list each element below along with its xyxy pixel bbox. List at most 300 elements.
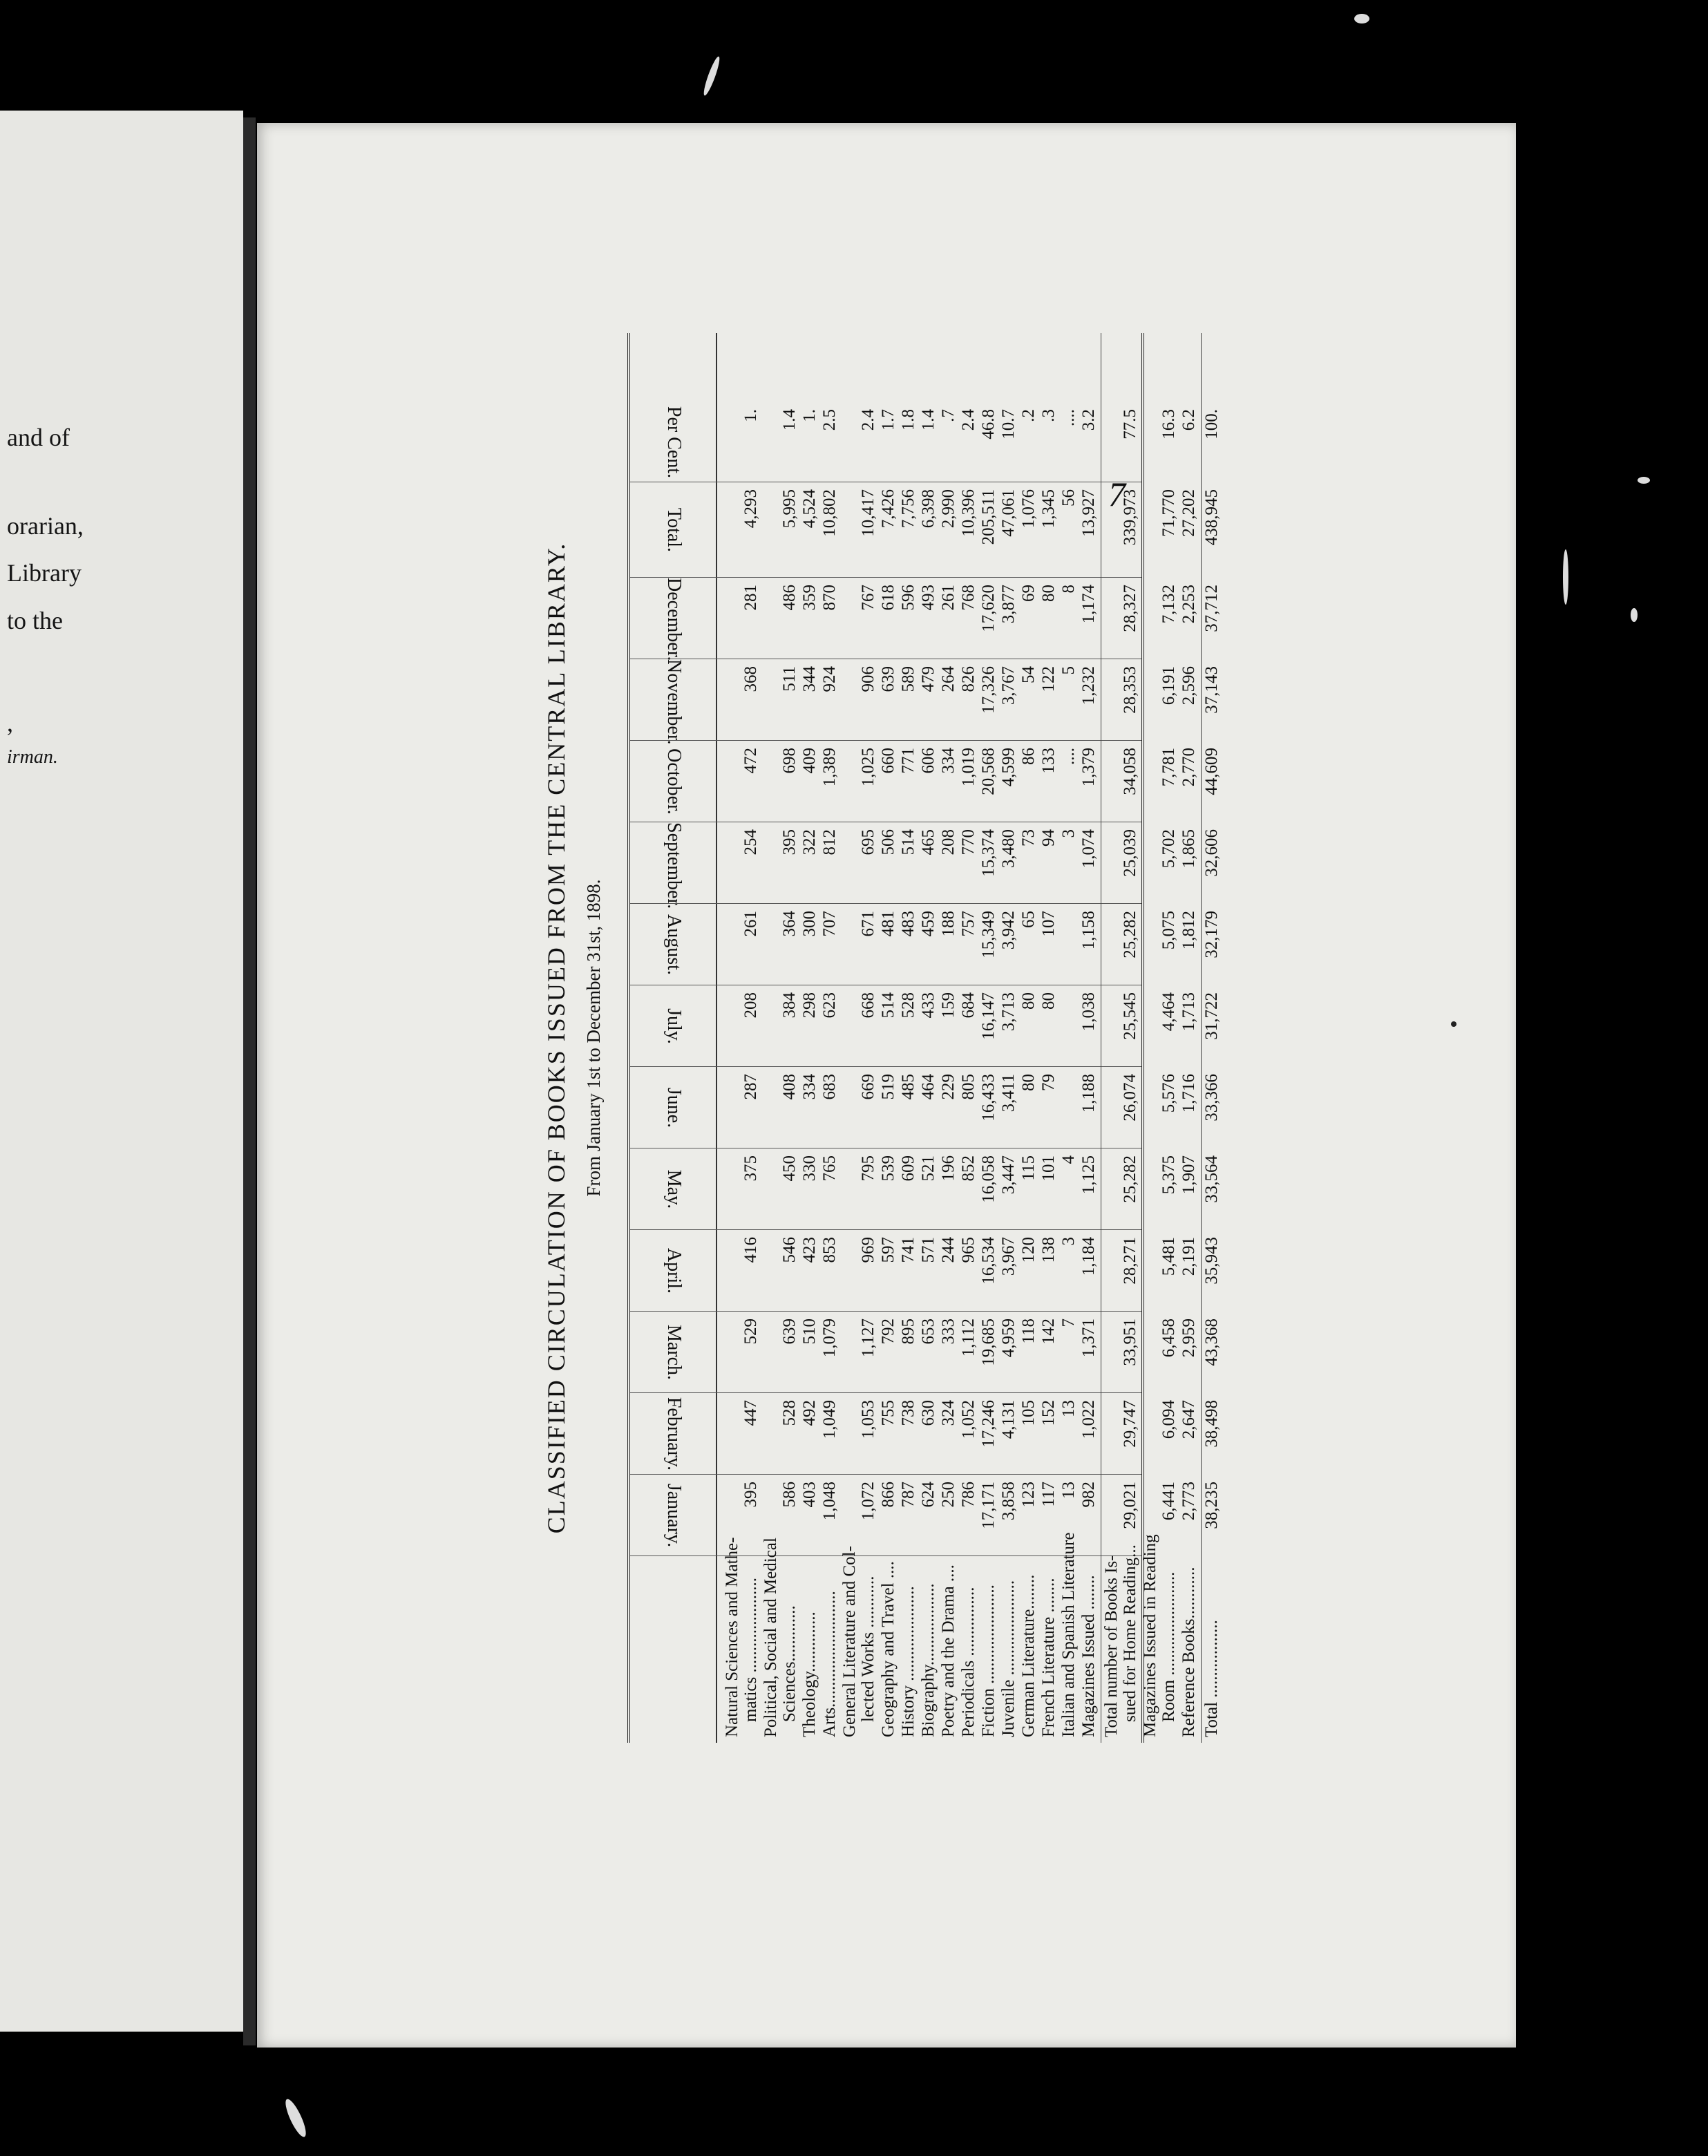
table-cell: 1,174 <box>1079 585 1098 624</box>
row-label: Arts........................... <box>820 1591 839 1737</box>
table-cell: 3,447 <box>999 1155 1018 1195</box>
table-cell: 669 <box>859 1074 877 1100</box>
column-header-label: March. <box>663 1324 685 1381</box>
table-cell: 757 <box>959 911 978 937</box>
row-label: Total .................. <box>1202 1620 1221 1737</box>
row-label: Magazines Issued ........ <box>1079 1575 1098 1737</box>
column-header <box>636 659 712 745</box>
column-header-label: January. <box>663 1483 685 1548</box>
table-cell: .2 <box>1019 409 1038 422</box>
table-cell: 755 <box>879 1400 898 1426</box>
row-label: Total number of Books Is- <box>1102 1555 1121 1737</box>
table-cell: 1,865 <box>1179 829 1198 869</box>
table-cell: 17,620 <box>979 585 998 632</box>
table-cell: 479 <box>919 666 938 692</box>
table-cell: 5,375 <box>1159 1155 1178 1195</box>
table-cell: 80 <box>1019 1074 1038 1091</box>
table-title: CLASSIFIED CIRCULATION OF BOOKS ISSUED FROM THE CENTRAL LIBRARY. <box>542 542 570 1534</box>
row-label: History ...................... <box>899 1586 918 1737</box>
table-cell: 86 <box>1019 748 1038 765</box>
table-cell: 29,747 <box>1121 1400 1139 1448</box>
left-page <box>0 111 243 2032</box>
table-cell: 1,379 <box>1079 748 1098 787</box>
table-cell: 698 <box>780 748 799 774</box>
table-cell: 2,253 <box>1179 585 1198 624</box>
table-cell: 528 <box>780 1400 799 1426</box>
table-cell: 1.8 <box>899 409 918 431</box>
table-cell: 196 <box>939 1155 958 1182</box>
table-cell: 8 <box>1059 585 1078 594</box>
table-cell: 13 <box>1059 1482 1078 1499</box>
table-cell: 115 <box>1019 1155 1038 1181</box>
table-cell: 10,417 <box>859 489 877 537</box>
table-cell: 1,812 <box>1179 911 1198 950</box>
table-cell: 770 <box>959 829 978 855</box>
table-cell: 623 <box>820 992 839 1019</box>
table-cell: 653 <box>919 1318 938 1345</box>
table-cell: 433 <box>919 992 938 1019</box>
table-cell: 344 <box>800 666 819 692</box>
table-cell: 529 <box>741 1318 760 1345</box>
table-cell: 26,074 <box>1121 1074 1139 1122</box>
row-label: Natural Sciences and Mathe- <box>723 1537 741 1737</box>
table-cell: 2.4 <box>959 409 978 431</box>
row-label: sued for Home Reading... <box>1121 1544 1139 1722</box>
table-cell: 671 <box>859 911 877 937</box>
row-label: lected Works ............ <box>859 1576 877 1722</box>
row-label: General Literature and Col- <box>840 1546 859 1737</box>
table-cell: 660 <box>879 748 898 774</box>
table-cell: 416 <box>741 1237 760 1263</box>
table-cell: 364 <box>780 911 799 937</box>
table-cell: 2,647 <box>1179 1400 1198 1439</box>
table-cell: 1,079 <box>820 1318 839 1358</box>
table-cell: 683 <box>820 1074 839 1100</box>
table-cell: 485 <box>899 1074 918 1100</box>
table-cell: 464 <box>919 1074 938 1100</box>
table-cell: 668 <box>859 992 877 1019</box>
column-header <box>636 741 712 822</box>
column-header-label: June. <box>663 1087 685 1128</box>
table-cell: 1,188 <box>1079 1074 1098 1113</box>
table-cell: 924 <box>820 666 839 692</box>
table-cell: 71,770 <box>1159 489 1178 537</box>
table-cell: 44,609 <box>1202 748 1221 795</box>
table-cell: 3,767 <box>999 666 1018 706</box>
table-cell: 7,756 <box>899 489 918 529</box>
table-cell: 3,713 <box>999 992 1018 1032</box>
table-cell: 69 <box>1019 585 1038 602</box>
table-cell: 38,498 <box>1202 1400 1221 1448</box>
table-cell: 7,781 <box>1159 748 1178 787</box>
left-page-fragment: and of <box>7 424 70 451</box>
table-cell: 339,973 <box>1121 489 1139 546</box>
table-cell: 3 <box>1059 1237 1078 1246</box>
table-cell: 16,147 <box>979 992 998 1040</box>
table-cell: 3,411 <box>999 1074 1018 1113</box>
table-cell: 3,942 <box>999 911 1018 950</box>
table-cell: 2,773 <box>1179 1482 1198 1521</box>
table-cell: 1,072 <box>859 1482 877 1521</box>
table-cell: 403 <box>800 1482 819 1508</box>
column-header-label: February. <box>663 1397 685 1471</box>
table-cell: 107 <box>1039 911 1058 937</box>
column-header-label: May. <box>663 1169 685 1209</box>
column-header-label: November. <box>663 659 685 745</box>
row-label: Magazines Issued in Reading <box>1141 1534 1159 1737</box>
table-cell: 264 <box>939 666 958 692</box>
column-header-label: August. <box>663 914 685 975</box>
circulation-table <box>627 333 1221 1743</box>
table-cell: 16,433 <box>979 1074 998 1122</box>
table-cell: 117 <box>1039 1482 1058 1507</box>
table-cell: 34,058 <box>1121 748 1139 795</box>
table-cell: 1,048 <box>820 1482 839 1521</box>
table-cell: 105 <box>1019 1400 1038 1426</box>
table-cell: 767 <box>859 585 877 611</box>
left-page-fragment: , <box>7 709 13 737</box>
table-cell: 133 <box>1039 748 1058 774</box>
table-cell: 3,967 <box>999 1237 1018 1276</box>
column-header <box>636 1230 712 1312</box>
table-cell: 298 <box>800 992 819 1019</box>
table-cell: 1,049 <box>820 1400 839 1439</box>
table-cell: 138 <box>1039 1237 1058 1263</box>
table-cell: 359 <box>800 585 819 611</box>
left-page-fragment: Library <box>7 559 82 587</box>
table-cell: 79 <box>1039 1074 1058 1091</box>
table-cell: 639 <box>879 666 898 692</box>
table-cell: 465 <box>919 829 938 855</box>
table-cell: 2,191 <box>1179 1237 1198 1276</box>
table-cell: 596 <box>899 585 918 611</box>
table-cell: 300 <box>800 911 819 937</box>
table-cell: 28,327 <box>1121 585 1139 632</box>
table-cell: 741 <box>899 1237 918 1263</box>
table-cell: 1. <box>800 409 819 422</box>
table-cell: 4 <box>1059 1155 1078 1164</box>
table-cell: 322 <box>800 829 819 855</box>
table-cell: 15,349 <box>979 911 998 958</box>
table-cell: 493 <box>919 585 938 611</box>
table-cell: 28,271 <box>1121 1237 1139 1285</box>
table-cell: 1,907 <box>1179 1155 1198 1195</box>
row-label: Italian and Spanish Literature <box>1059 1532 1078 1737</box>
table-cell: 492 <box>800 1400 819 1426</box>
table-cell: 25,282 <box>1121 1155 1139 1203</box>
table-cell: 771 <box>899 748 918 774</box>
table-cell: 17,246 <box>979 1400 998 1448</box>
row-label: Fiction ....................... <box>979 1585 998 1737</box>
table-cell: 483 <box>899 911 918 937</box>
table-cell: 965 <box>959 1237 978 1263</box>
table-cell: 122 <box>1039 666 1058 692</box>
column-header <box>636 482 712 578</box>
column-header-label: December. <box>663 578 685 661</box>
table-cell: 28,353 <box>1121 666 1139 714</box>
left-page-fragment: irman. <box>7 746 58 768</box>
table-cell: 6,441 <box>1159 1482 1178 1521</box>
table-cell: 1,371 <box>1079 1318 1098 1358</box>
table-cell: 514 <box>879 992 898 1019</box>
row-label: Poetry and the Drama .... <box>939 1564 958 1737</box>
table-cell: 32,179 <box>1202 911 1221 958</box>
table-cell: 982 <box>1079 1482 1098 1508</box>
table-cell: 159 <box>939 992 958 1019</box>
table-cell: 519 <box>879 1074 898 1100</box>
table-cell: 25,282 <box>1121 911 1139 958</box>
table-cell: 25,039 <box>1121 829 1139 877</box>
table-cell: 35,943 <box>1202 1237 1221 1285</box>
table-cell: 208 <box>939 829 958 855</box>
table-cell: 459 <box>919 911 938 937</box>
table-cell: 447 <box>741 1400 760 1426</box>
table-cell: 142 <box>1039 1318 1058 1345</box>
table-cell: 866 <box>879 1482 898 1508</box>
table-cell: 33,951 <box>1121 1318 1139 1366</box>
table-cell: .... <box>1059 748 1078 765</box>
table-cell: 2.5 <box>820 409 839 431</box>
table-cell: 10,802 <box>820 489 839 537</box>
table-cell: 511 <box>780 666 799 692</box>
table-cell: 395 <box>741 1482 760 1508</box>
column-header <box>636 1393 712 1475</box>
table-cell: 17,326 <box>979 666 998 714</box>
table-cell: 10.7 <box>999 409 1018 439</box>
table-cell: 3.2 <box>1079 409 1098 431</box>
table-cell: 33,564 <box>1202 1155 1221 1203</box>
table-cell: 188 <box>939 911 958 937</box>
table-cell: 13,927 <box>1079 489 1098 537</box>
table-cell: 80 <box>1039 992 1058 1010</box>
table-cell: 1,025 <box>859 748 877 787</box>
column-header <box>636 1148 712 1230</box>
table-cell: 528 <box>899 992 918 1019</box>
table-cell: 152 <box>1039 1400 1058 1426</box>
table-cell: 4,293 <box>741 489 760 529</box>
table-cell: 101 <box>1039 1155 1058 1182</box>
left-page-fragment: to the <box>7 607 63 634</box>
table-cell: 1,716 <box>1179 1074 1198 1113</box>
table-cell: 1.4 <box>780 409 799 431</box>
row-label: Biography................... <box>919 1583 938 1737</box>
table-cell: 618 <box>879 585 898 611</box>
table-cell: 472 <box>741 748 760 774</box>
table-cell: .7 <box>939 409 958 422</box>
table-cell: 73 <box>1019 829 1038 847</box>
table-cell: 13 <box>1059 1400 1078 1417</box>
table-cell: 1,052 <box>959 1400 978 1439</box>
table-cell: 368 <box>741 666 760 692</box>
table-cell: 10,396 <box>959 489 978 537</box>
table-cell: 1,389 <box>820 748 839 787</box>
table-subtitle: From January 1st to December 31st, 1898. <box>583 879 604 1197</box>
table-cell: 334 <box>800 1074 819 1100</box>
table-cell: 56 <box>1059 489 1078 507</box>
table-cell: 31,722 <box>1202 992 1221 1040</box>
table-cell: 7 <box>1059 1318 1078 1327</box>
table-cell: 20,568 <box>979 748 998 795</box>
table-cell: 6.2 <box>1179 409 1198 431</box>
table-cell: 1,022 <box>1079 1400 1098 1439</box>
table-cell: 969 <box>859 1237 877 1263</box>
table-cell: 330 <box>800 1155 819 1182</box>
table-cell: 333 <box>939 1318 958 1345</box>
table-cell: 324 <box>939 1400 958 1426</box>
table-cell: 100. <box>1202 409 1221 439</box>
row-label: Room ........................ <box>1159 1571 1178 1722</box>
column-header <box>636 402 712 482</box>
table-cell: 639 <box>780 1318 799 1345</box>
page-edge <box>243 117 256 2045</box>
table-cell: 7,132 <box>1159 585 1178 624</box>
table-cell: 261 <box>741 911 760 937</box>
table-cell: 1,076 <box>1019 489 1038 529</box>
table-cell: 208 <box>741 992 760 1019</box>
table-cell: 481 <box>879 911 898 937</box>
table-cell: 571 <box>919 1237 938 1263</box>
left-page-fragment: orarian, <box>7 512 84 540</box>
column-header <box>636 985 712 1067</box>
column-header <box>636 904 712 985</box>
table-cell: 795 <box>859 1155 877 1182</box>
table-cell: 5,075 <box>1159 911 1178 950</box>
table-cell: 6,458 <box>1159 1318 1178 1358</box>
table-cell: 1. <box>741 409 760 422</box>
table-cell: 805 <box>959 1074 978 1100</box>
table-cell: 17,171 <box>979 1482 998 1529</box>
table-cell: 895 <box>899 1318 918 1345</box>
table-cell: 765 <box>820 1155 839 1182</box>
table-cell: 5,576 <box>1159 1074 1178 1113</box>
table-cell: 695 <box>859 829 877 855</box>
table-cell: 2.4 <box>859 409 877 431</box>
table-cell: 506 <box>879 829 898 855</box>
table-cell: 80 <box>1019 992 1038 1010</box>
table-cell: 6,094 <box>1159 1400 1178 1439</box>
row-label: Reference Books............ <box>1179 1567 1198 1737</box>
table-cell: .3 <box>1039 409 1058 422</box>
table-cell: 38,235 <box>1202 1482 1221 1529</box>
column-header <box>636 1312 712 1393</box>
table-cell: 786 <box>959 1482 978 1508</box>
table-cell: 1,019 <box>959 748 978 787</box>
table-cell: 1.4 <box>919 409 938 431</box>
table-cell: .... <box>1059 409 1078 426</box>
table-cell: 486 <box>780 585 799 611</box>
table-cell: 3,480 <box>999 829 1018 869</box>
table-cell: 2,990 <box>939 489 958 529</box>
column-header-label: October. <box>663 748 685 815</box>
table-cell: 15,374 <box>979 829 998 877</box>
table-cell: 47,061 <box>999 489 1018 537</box>
column-header <box>636 578 712 659</box>
table-cell: 1,345 <box>1039 489 1058 529</box>
table-cell: 6,191 <box>1159 666 1178 706</box>
table-cell: 5,481 <box>1159 1237 1178 1276</box>
table-cell: 3 <box>1059 829 1078 838</box>
table-cell: 787 <box>899 1482 918 1508</box>
table-cell: 32,606 <box>1202 829 1221 877</box>
table-cell: 1,127 <box>859 1318 877 1358</box>
table-cell: 1,125 <box>1079 1155 1098 1195</box>
column-header <box>636 822 712 909</box>
row-label: matics ...................... <box>741 1577 760 1722</box>
table-cell: 27,202 <box>1179 489 1198 537</box>
table-cell: 450 <box>780 1155 799 1182</box>
table-cell: 1.7 <box>879 409 898 431</box>
table-cell: 16.3 <box>1159 409 1178 439</box>
table-cell: 25,545 <box>1121 992 1139 1040</box>
table-cell: 606 <box>919 748 938 774</box>
table-cell: 1,112 <box>959 1318 978 1357</box>
table-cell: 853 <box>820 1237 839 1263</box>
table-cell: 29,021 <box>1121 1482 1139 1529</box>
table-cell: 510 <box>800 1318 819 1345</box>
table-cell: 229 <box>939 1074 958 1100</box>
page-number: 7 <box>1108 475 1126 513</box>
table-cell: 94 <box>1039 829 1058 847</box>
table-cell: 609 <box>899 1155 918 1182</box>
table-cell: 1,074 <box>1079 829 1098 869</box>
table-cell: 438,945 <box>1202 489 1221 546</box>
table-cell: 408 <box>780 1074 799 1100</box>
table-cell: 261 <box>939 585 958 611</box>
table-cell: 1,232 <box>1079 666 1098 706</box>
column-header-label: Total. <box>663 507 685 553</box>
row-label: Theology.............. <box>800 1611 819 1737</box>
rotated-table-block <box>538 312 1221 1763</box>
table-cell: 4,131 <box>999 1400 1018 1439</box>
table-cell: 3,877 <box>999 585 1018 624</box>
table-cell: 1,158 <box>1079 911 1098 950</box>
table-cell: 250 <box>939 1482 958 1508</box>
row-label: Political, Social and Medical <box>761 1538 780 1737</box>
row-label: Periodicals ................ <box>959 1587 978 1737</box>
table-cell: 395 <box>780 829 799 855</box>
table-cell: 287 <box>741 1074 760 1100</box>
table-cell: 792 <box>879 1318 898 1345</box>
table-cell: 65 <box>1019 911 1038 928</box>
table-cell: 5,995 <box>780 489 799 529</box>
table-cell: 4,524 <box>800 489 819 529</box>
table-cell: 768 <box>959 585 978 611</box>
table-cell: 1,713 <box>1179 992 1198 1032</box>
table-cell: 6,398 <box>919 489 938 529</box>
table-cell: 37,712 <box>1202 585 1221 632</box>
table-cell: 630 <box>919 1400 938 1426</box>
table-cell: 1,184 <box>1079 1237 1098 1276</box>
table-cell: 43,368 <box>1202 1318 1221 1366</box>
table-cell: 375 <box>741 1155 760 1182</box>
table-cell: 254 <box>741 829 760 855</box>
table-cell: 870 <box>820 585 839 611</box>
table-cell: 7,426 <box>879 489 898 529</box>
column-header <box>636 1475 712 1556</box>
table-cell: 244 <box>939 1237 958 1263</box>
table-cell: 521 <box>919 1155 938 1182</box>
table-cell: 5,702 <box>1159 829 1178 869</box>
column-header-label: July. <box>663 1008 685 1044</box>
table-cell: 3,858 <box>999 1482 1018 1521</box>
column-header-label: Per Cent. <box>663 406 685 479</box>
table-cell: 33,366 <box>1202 1074 1221 1122</box>
table-cell: 826 <box>959 666 978 692</box>
table-cell: 118 <box>1019 1318 1038 1344</box>
table-cell: 423 <box>800 1237 819 1263</box>
table-cell: 16,534 <box>979 1237 998 1285</box>
table-cell: 852 <box>959 1155 978 1182</box>
